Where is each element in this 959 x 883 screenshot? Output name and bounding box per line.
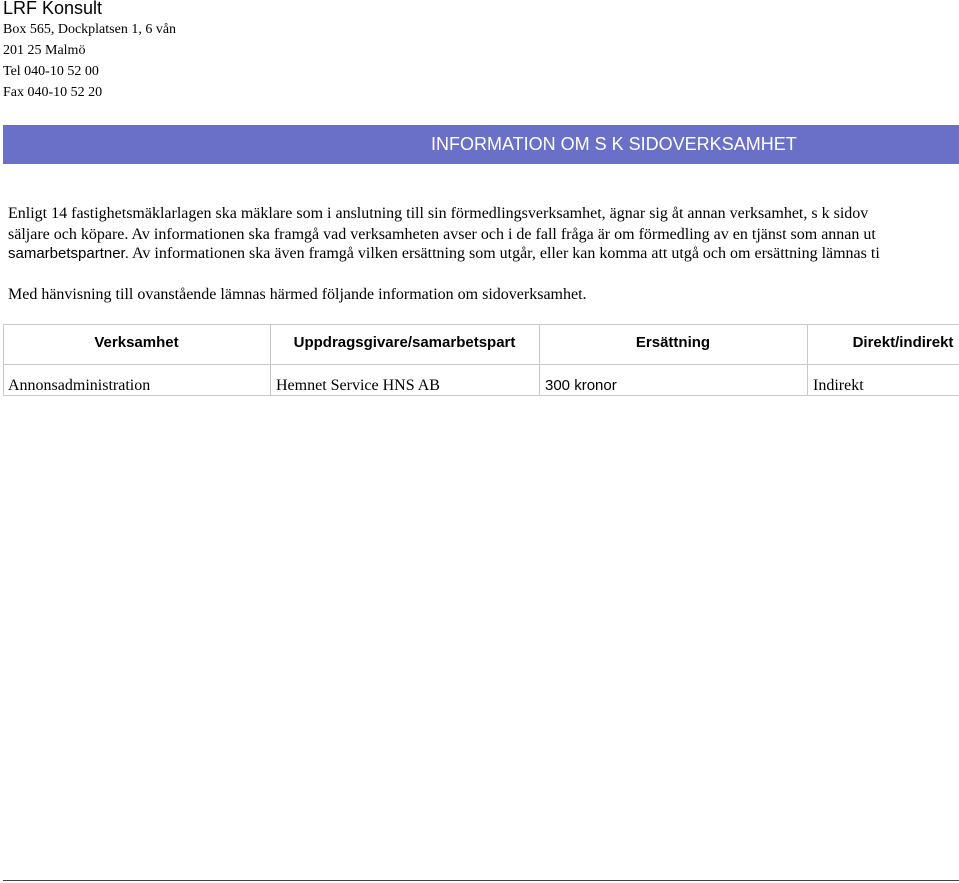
table-cell-ersattning: 300 kronor bbox=[545, 377, 617, 394]
table-cell-verksamhet: Annonsadministration bbox=[8, 377, 151, 394]
table-header-ersattning: Ersättning bbox=[635, 334, 711, 351]
information-note: Med hänvisning till ovanstående lämnas härmed följande information om sidoverksamhet. bbox=[8, 286, 587, 303]
paragraph-line-1: Enligt 14 fastighetsmäklarlagen ska mäklare som i anslutning till sin förmedlingsverksamhet, ägnar sig åt annan verksamhet, s k sidov bbox=[8, 205, 869, 222]
address-line-phone: Tel 040-10 52 00 bbox=[3, 64, 99, 79]
table-header-uppdragsgivare: Uppdragsgivare/samarbetspart bbox=[293, 334, 516, 351]
paragraph-line-3 bbox=[8, 244, 880, 264]
table-top-border bbox=[3, 324, 959, 325]
table-cell-direkt-indirekt: Indirekt bbox=[813, 377, 864, 394]
page-bottom-rule bbox=[3, 880, 959, 881]
company-name: LRF Konsult bbox=[3, 0, 103, 18]
paragraph-line-2b: Av informationen ska framgå vad verksamheten avser och i de fall fråga är om förmedling av en tjänst som annan ut bbox=[131, 226, 876, 243]
paragraph-line-3b: Av informationen ska även framgå vilken ersättning som utgår, eller kan komma att utgå och om ersättning lämnas ti bbox=[132, 245, 880, 262]
table-cell-uppdragsgivare: Hemnet Service HNS AB bbox=[276, 377, 440, 394]
address-line-street: Box 565, Dockplatsen 1, 6 vån bbox=[3, 22, 177, 37]
paragraph-line-2a: säljare och köpare. bbox=[8, 226, 129, 243]
paragraph-line-2 bbox=[8, 225, 876, 245]
paragraph-line-3a: samarbetspartner. bbox=[8, 245, 129, 262]
title-banner bbox=[3, 125, 959, 164]
table-header-verksamhet: Verksamhet bbox=[94, 334, 179, 351]
table-header-divider bbox=[3, 364, 959, 365]
table-header-direkt-indirekt: Direkt/indirekt bbox=[852, 334, 954, 351]
address-line-postal: 201 25 Malmö bbox=[3, 43, 86, 58]
address-line-fax: Fax 040-10 52 20 bbox=[3, 85, 103, 100]
banner-title: INFORMATION OM S K SIDOVERKSAMHET bbox=[431, 134, 797, 154]
